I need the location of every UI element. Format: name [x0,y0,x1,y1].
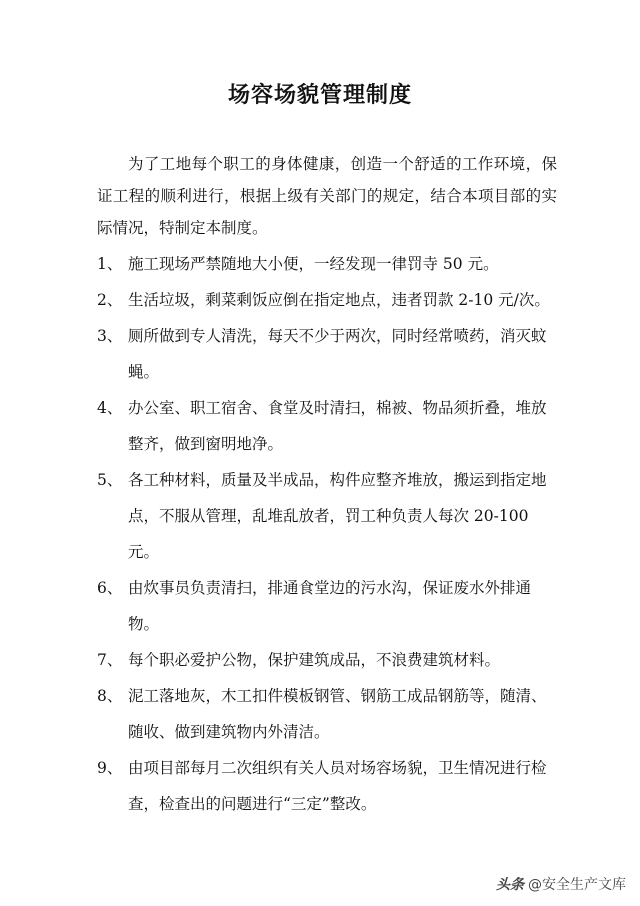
rule-number: 5、 [97,471,123,489]
rule-number: 3、 [97,327,123,345]
rule-text: 由项目部每月二次组织有关人员对场容场貌，卫生情况进行检查，检查出的问题进行“三定”整改。 [128,759,547,813]
rule-text: 由炊事员负责清扫，排通食堂边的污水沟，保证废水外排通物。 [128,579,532,633]
rule-text: 泥工落地灰，木工扣件模板钢管、钢筋工成品钢筋等，随清、随收、做到建筑物内外清洁。 [128,687,547,741]
rule-item [97,282,557,318]
rule-item [97,390,557,462]
rule-text: 每个职必爱护公物，保护建筑成品，不浪费建筑材料。 [128,651,501,669]
rule-item [97,462,557,570]
rule-text: 厕所做到专人清洗，每天不少于两次，同时经常喷药，消灭蚊蝇。 [128,327,547,381]
intro-paragraph: 为了工地每个职工的身体健康，创造一个舒适的工作环境，保证工程的顺利进行，根据上级有关部门的规定，结合本项目部的实际情况，特制定本制度。 [97,155,557,237]
rule-number: 4、 [97,399,123,417]
rule-item [97,246,557,282]
document-title: 场容场貌管理制度 [227,83,412,108]
rule-number: 9、 [97,759,123,777]
rule-item [97,678,557,750]
rule-item [97,642,557,678]
rule-item [97,318,557,390]
rule-number: 7、 [97,651,123,669]
rule-text: 各工种材料，质量及半成品，构件应整齐堆放，搬运到指定地点，不服从管理，乱堆乱放者，罚工种负责人每次 20-100 元。 [128,471,547,561]
source-watermark [496,874,626,894]
rule-text: 办公室、职工宿舍、食堂及时清扫，棉被、物品须折叠，堆放整齐，做到窗明地净。 [128,399,547,453]
rule-item [97,570,557,642]
rule-text: 施工现场严禁随地大小便，一经发现一律罚寺 50 元。 [128,255,499,273]
rule-number: 2、 [97,291,123,309]
rule-item [97,750,557,822]
rule-number: 8、 [97,687,123,705]
rule-text: 生活垃圾，剩菜剩饭应倒在指定地点，违者罚款 2-10 元/次。 [128,291,550,309]
rule-number: 6、 [97,579,123,597]
watermark-brand: 头条 [496,877,524,893]
rules-list [97,246,557,822]
rule-number: 1、 [97,255,123,273]
watermark-account: @安全生产文库 [528,877,626,893]
